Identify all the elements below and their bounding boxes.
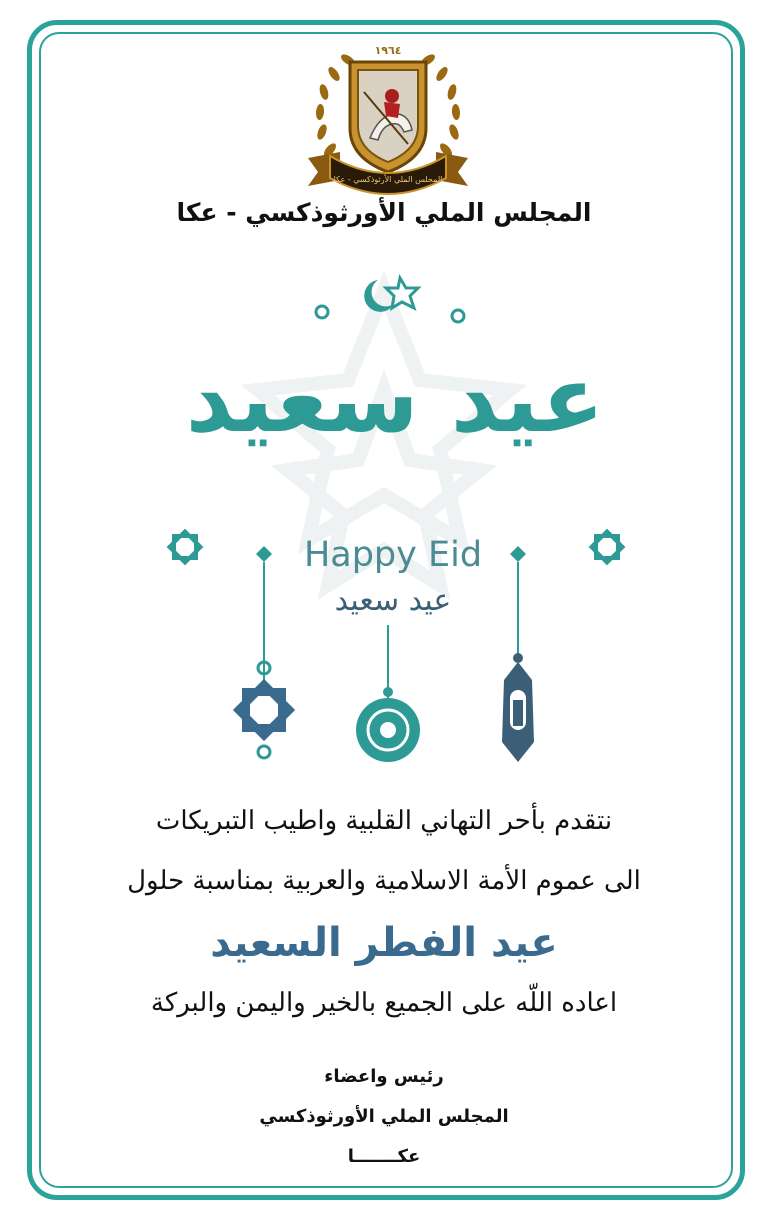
signature-line-2: المجلس الملي الأورثوذكسي: [259, 1106, 509, 1127]
signature-line-1: رئيس واعضاء: [324, 1066, 444, 1087]
hanging-star-icon: [239, 685, 290, 736]
message-line-2: الى عموم الأمة الاسلامية والعربية بمناسبة حلول: [127, 866, 641, 896]
signature-line-3: عكـــــــا: [347, 1146, 421, 1167]
lantern-icon: [502, 653, 534, 762]
emblem-year: ١٩٦٤: [374, 44, 402, 57]
organization-title: المجلس الملي الأورثوذكسي - عكا: [176, 198, 592, 227]
emblem-ribbon-text: المجلس الملي الأرثوذكسي - عكا: [333, 175, 443, 184]
message-line-4: اعاده اللّه على الجميع بالخير واليمن والبركة: [150, 988, 618, 1018]
message-line-1: نتقدم بأحر التهاني القلبية واطيب التبريكات: [155, 806, 613, 836]
eid-decoration-art: [120, 260, 648, 780]
happy-eid-text: Happy Eid: [303, 535, 483, 575]
occasion-title: عيد الفطر السعيد: [210, 920, 558, 966]
ornament-ball-icon: [356, 687, 420, 762]
eid-arabic-small: عيد سعيد: [334, 583, 452, 618]
eid-calligraphy: عيد سعيد: [185, 346, 605, 453]
council-emblem-logo: [300, 40, 476, 196]
